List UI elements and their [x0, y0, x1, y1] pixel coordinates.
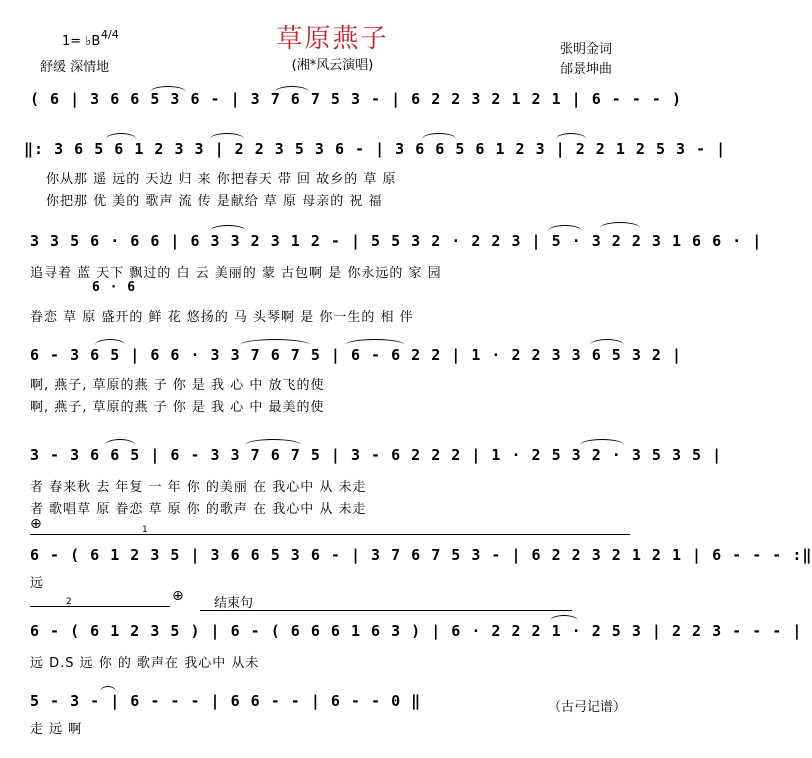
singer-credit: (湘*风云演唱) [291, 58, 374, 73]
ending-notes-line-2: 6 - ( 6 1 2 3 5 ) | 6 - ( 6 6 6 1 6 3 ) | 6 · 2 2 2 1 · 2 5 3 | 2 2 3 - - - | [30, 622, 803, 640]
slur [422, 133, 456, 139]
slur [210, 225, 246, 231]
key-signature: 1= ♭B [62, 34, 101, 49]
coda-sign: ⊕ [30, 516, 42, 532]
slur [275, 86, 309, 92]
song-title: 草原燕子 [276, 24, 389, 54]
chorus-lyric-2a: 者 春来秋 去 年复 一 年 你 的美丽 在 我心中 从 未走 [30, 480, 367, 495]
slur [150, 86, 186, 92]
final-notes: 5 - 3 - | 6 - - - | 6 6 - - | 6 - - 0 ‖ [30, 692, 422, 710]
ending-label: 结束句 [214, 596, 254, 611]
slur [550, 615, 578, 621]
composer-credit: 邰景坤曲 [560, 62, 613, 77]
tie [600, 222, 640, 228]
slur [105, 439, 135, 445]
slur [556, 133, 586, 139]
verse-lyric-2a: 追寻着 蓝 天下 飘过的 白 云 美丽的 蒙 古包啊 是 你永远的 家 园 [30, 266, 442, 281]
slur [106, 133, 136, 139]
ending-notes-line-1: 6 - ( 6 1 2 3 5 | 3 6 6 5 3 6 - | 3 7 6 7 5 3 - | 6 2 2 3 2 1 2 1 | 6 - - - :‖ [30, 546, 812, 564]
time-signature: 4/4 [101, 28, 119, 41]
chorus-notes-line-2: 3 - 3 6 6 5 | 6 - 3 3 7 6 7 5 | 3 - 6 2 2 2 | 1 · 2 5 3 2 · 3 5 3 5 | [30, 446, 723, 464]
verse-lyric-1a: 你从那 遥 远的 天边 归 来 你把春天 带 回 故乡的 草 原 [46, 172, 397, 187]
chorus-notes-line-1: 6 - 3 6 5 | 6 6 · 3 3 7 6 7 5 | 6 - 6 2 2 | 1 · 2 2 3 3 6 5 3 2 | [30, 346, 682, 364]
slur [210, 133, 244, 139]
transcriber-credit: （古弓记谱） [548, 700, 627, 715]
slur [240, 339, 310, 345]
verse-lyric-1b: 你把那 优 美的 歌声 流 传 是献给 草 原 母亲的 祝 福 [46, 194, 383, 209]
slur [345, 339, 405, 345]
chorus-lyric-1b: 啊, 燕子, 草原的燕 子 你 是 我 心 中 最美的使 [30, 400, 325, 415]
slur [590, 339, 624, 345]
first-ending-bracket [30, 525, 630, 541]
tempo-mood: 舒缓 深情地 [40, 60, 110, 75]
volta-2-number: 2 [66, 597, 72, 607]
slur [245, 439, 301, 445]
slur [100, 686, 116, 692]
slur [580, 439, 624, 445]
alternate-notes: 6 · 6 [92, 280, 137, 295]
slur [548, 225, 582, 231]
final-lyric: 走 远 啊 [30, 722, 83, 737]
ending-lyric-2: 远 D.S 远 你 的 歌声在 我心中 从未 [30, 656, 260, 671]
ending-bracket [200, 610, 572, 617]
second-ending-bracket [30, 597, 170, 613]
chorus-lyric-1a: 啊, 燕子, 草原的燕 子 你 是 我 心 中 放飞的使 [30, 378, 325, 393]
ending-lyric-1: 远 [30, 576, 45, 591]
verse-notes-line-2: 3 3 5 6 · 6 6 | 6 3 3 2 3 1 2 - | 5 5 3 2 · 2 2 3 | 5 · 3 2 2 3 1 6 6 · | [30, 232, 763, 250]
chorus-lyric-2b: 者 歌唱草 原 眷恋 草 原 你 的歌声 在 我心中 从 未走 [30, 502, 367, 517]
volta-1-number: 1 [142, 525, 148, 535]
coda-sign-2: ⊕ [172, 588, 184, 604]
slur [95, 339, 125, 345]
verse-notes-line-1: ‖: 3 6 5 6 1 2 3 3 | 2 2 3 5 3 6 - | 3 6 6 5 6 1 2 3 | 2 2 1 2 5 3 - | [24, 140, 727, 158]
lyricist-credit: 张明金词 [560, 42, 613, 57]
verse-lyric-2b: 眷恋 草 原 盛开的 鲜 花 悠扬的 马 头琴啊 是 你一生的 相 伴 [30, 310, 414, 325]
intro-notes: ( 6 | 3 6 6 5 3 6 - | 3 7 6 7 5 3 - | 6 2 2 3 2 1 2 1 | 6 - - - ) [30, 90, 682, 108]
